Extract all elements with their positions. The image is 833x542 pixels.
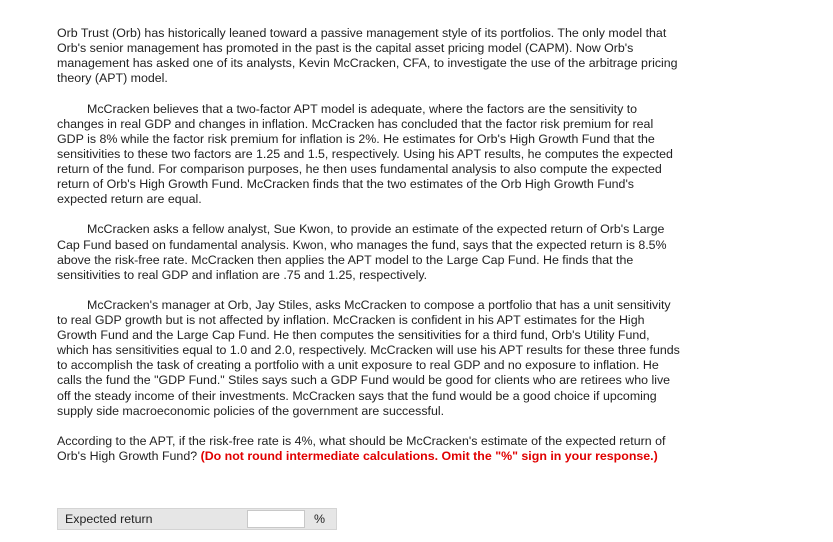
instruction-text: (Do not round intermediate calculations. Omit the "%" sign in your response.) bbox=[200, 449, 658, 463]
problem-text bbox=[57, 26, 681, 479]
gdp-fund-paragraph: McCracken's manager at Orb, Jay Stiles, asks McCracken to compose a portfolio that has a unit sensitivity to real GDP growth but is not affected by inflation. McCracken is confident in his APT estimates for the High Growth Fund and the Large Cap Fund. He then computes the sensitivities for a third fund, Orb's Utility Fund, which has sensitivities equal to 1.0 and 2.0, respectively. McCracken will use his APT results for these three funds to accomplish the task of creating a portfolio with a unit exposure to real GDP and no exposure to inflation. He calls the fund the "GDP Fund." Stiles says such a GDP Fund would be good for clients who are retirees who live off the steady income of their investments. McCracken says that the fund would be a good choice if upcoming supply side macroeconomic policies of the government are successful. bbox=[57, 297, 680, 418]
question-text: According to the APT, if the risk-free rate is 4%, what should be McCracken's estimate of the expected return of Orb's High Growth Fund? bbox=[57, 433, 666, 463]
percent-unit: % bbox=[314, 512, 326, 526]
question-paragraph bbox=[57, 434, 681, 464]
apt-model-paragraph: McCracken believes that a two-factor APT model is adequate, where the factors are the sensitivity to changes in real GDP and changes in inflation. McCracken has concluded that the factor risk premium for real GDP is 8% while the factor risk premium for inflation is 2%. He estimates for Orb's High Growth Fund that the sensitivities to these two factors are 1.25 and 1.5, respectively. Using his APT results, he computes the expected return of the fund. For comparison purposes, he then uses fundamental analysis to also compute the expected return of Orb's High Growth Fund. McCracken finds that the two estimates of the Orb High Growth Fund's expected return are equal. bbox=[57, 101, 673, 207]
expected-return-label: Expected return bbox=[65, 512, 153, 526]
answer-row bbox=[57, 508, 337, 530]
intro-paragraph: Orb Trust (Orb) has historically leaned toward a passive management style of its portfolios. The only model that Orb's senior management has promoted in the past is the capital asset pricing model (CAPM). Now Orb's management has asked one of its analysts, Kevin McCracken, CFA, to investigate the use of the arbitrage pricing theory (APT) model. bbox=[57, 26, 678, 86]
expected-return-input[interactable] bbox=[247, 510, 305, 528]
large-cap-paragraph: McCracken asks a fellow analyst, Sue Kwon, to provide an estimate of the expected return of Orb's Large Cap Fund based on fundamental analysis. Kwon, who manages the fund, says that the expected return is 8.5% above the risk-free rate. McCracken then applies the APT model to the Large Cap Fund. He finds that the sensitivities to real GDP and inflation are .75 and 1.25, respectively. bbox=[57, 222, 667, 282]
